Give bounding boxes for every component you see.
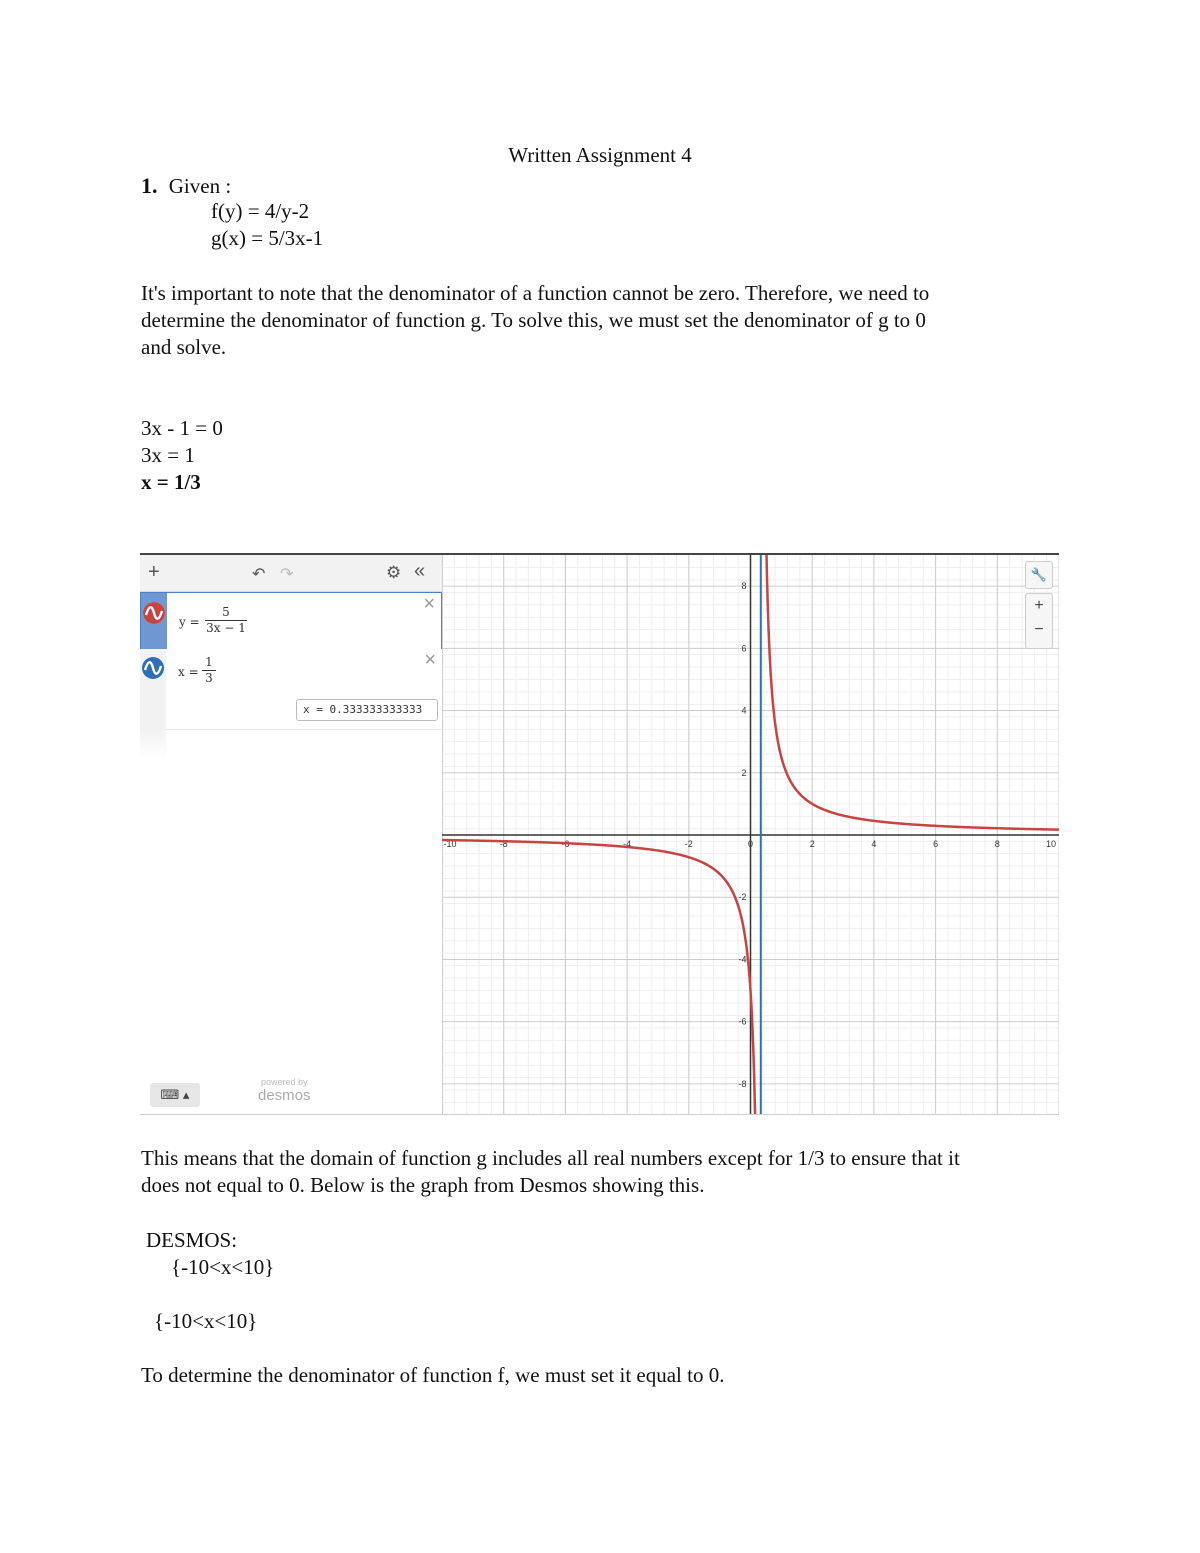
expression-tab-2[interactable] — [140, 649, 166, 729]
x-tick-label: 0 — [747, 839, 754, 849]
y-tick-label: -4 — [738, 954, 747, 965]
powered-by-text: powered by — [261, 1077, 308, 1087]
graph-svg[interactable] — [442, 555, 1059, 1115]
given-label: Given : — [168, 174, 232, 198]
x-tick-label: 6 — [933, 839, 939, 849]
expression-1-lhs: y = — [179, 615, 200, 629]
redo-icon[interactable]: ↷ — [280, 566, 294, 583]
range-2: {-10<x<10} — [154, 1309, 258, 1333]
expression-row-1[interactable] — [140, 592, 442, 650]
g-definition: g(x) = 5/3x-1 — [211, 226, 324, 250]
range-1: {-10<x<10} — [171, 1255, 275, 1279]
paragraph-3: To determine the denominator of function f, we must set it equal to 0. — [141, 1363, 725, 1387]
document-title: Written Assignment 4 — [508, 143, 692, 167]
expression-1-fraction — [205, 605, 247, 635]
delete-expression-2-button[interactable]: × — [424, 649, 436, 671]
y-tick-label: 4 — [741, 705, 747, 716]
expression-tab-1[interactable] — [141, 593, 167, 649]
x-tick-label: 2 — [809, 839, 815, 849]
wave-icon[interactable] — [142, 657, 164, 679]
zoom-buttons — [1025, 593, 1053, 649]
x-tick-label: -2 — [684, 839, 693, 849]
equation-3: x = 1/3 — [141, 470, 201, 494]
zoom-in-button[interactable]: + — [1034, 597, 1044, 614]
equation-1: 3x - 1 = 0 — [141, 416, 223, 440]
delete-expression-1-button[interactable]: × — [423, 593, 435, 615]
x-tick-label: -6 — [561, 839, 570, 849]
equation-2: 3x = 1 — [141, 443, 195, 467]
x-tick-label: 10 — [1045, 839, 1057, 849]
y-tick-label: -2 — [738, 892, 747, 903]
expression-2-denominator: 3 — [202, 670, 216, 685]
graph-area[interactable] — [442, 555, 1059, 1115]
powered-by-desmos-logo — [258, 1077, 311, 1104]
wrench-icon[interactable]: 🔧 — [1025, 561, 1053, 589]
question-number: 1. — [141, 173, 158, 198]
desmos-label: DESMOS: — [146, 1228, 238, 1252]
x-tick-label: -10 — [443, 839, 457, 849]
paragraph-2-line-2: does not equal to 0. Below is the graph from Desmos showing this. — [141, 1173, 705, 1197]
empty-expression-tab[interactable] — [140, 729, 166, 759]
collapse-panel-icon[interactable]: « — [414, 560, 426, 582]
expression-1-denominator: 3x − 1 — [206, 621, 246, 635]
desmos-screenshot — [140, 553, 1059, 1115]
expression-2-numerator: 1 — [205, 655, 213, 669]
y-tick-label: -6 — [738, 1016, 747, 1027]
bottom-border — [140, 1114, 1059, 1115]
x-tick-label: 4 — [871, 839, 877, 849]
undo-icon[interactable]: ↶ — [252, 566, 266, 583]
expression-1-numerator: 5 — [222, 605, 230, 619]
expression-2-fraction — [202, 655, 216, 685]
paragraph-2-line-1: This means that the domain of function g includes all real numbers except for 1/3 to ensure that it — [141, 1146, 960, 1170]
paragraph-1-line-3: and solve. — [141, 335, 227, 359]
x-tick-label: -8 — [499, 839, 508, 849]
desmos-wordmark: desmos — [258, 1087, 311, 1104]
y-tick-label: 6 — [741, 643, 747, 654]
y-tick-label: -8 — [738, 1078, 747, 1089]
question-line — [141, 172, 231, 200]
expression-2-lhs: x = — [178, 665, 199, 679]
expression-toolbar — [140, 555, 442, 592]
evaluation-result: x = 0.333333333333 — [296, 699, 438, 721]
x-tick-label: 8 — [994, 839, 1000, 849]
keyboard-toggle-button[interactable]: ⌨ ▴ — [150, 1083, 200, 1107]
x-tick-label: -4 — [623, 839, 632, 849]
settings-gear-icon[interactable]: ⚙ — [386, 563, 402, 582]
zoom-out-button[interactable]: − — [1034, 621, 1044, 638]
paragraph-1-line-1: It's important to note that the denominator of a function cannot be zero. Therefore, we need to — [141, 281, 930, 305]
paragraph-1-line-2: determine the denominator of function g. To solve this, we must set the denominator of g to 0 — [141, 308, 926, 332]
y-tick-label: 2 — [741, 767, 747, 778]
add-expression-button[interactable]: + — [148, 561, 160, 583]
y-tick-label: 8 — [741, 581, 747, 592]
series-curve-left-branch — [442, 840, 761, 1115]
f-definition: f(y) = 4/y-2 — [211, 199, 310, 223]
expression-panel — [140, 555, 443, 1115]
wave-icon[interactable] — [143, 602, 165, 624]
